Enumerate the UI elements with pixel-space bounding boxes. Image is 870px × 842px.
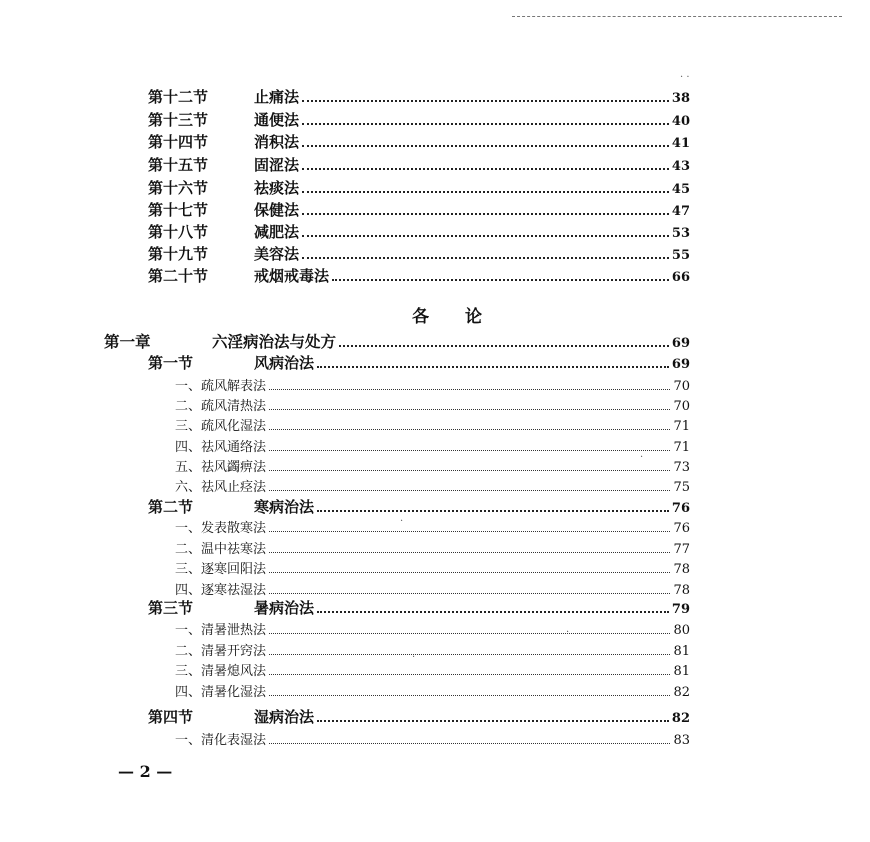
page-number: 38	[671, 91, 690, 106]
section-title: 风病治法	[254, 354, 315, 372]
subentry-title: 三、逐寒回阳法	[175, 562, 267, 577]
section-title: 消积法	[254, 133, 300, 151]
section-entry[interactable]	[148, 706, 690, 728]
dot-leader	[269, 632, 670, 634]
subentry-title: 一、清化表湿法	[175, 733, 267, 748]
section-entry[interactable]	[148, 597, 690, 619]
subentry[interactable]	[175, 579, 690, 599]
page-number: 70	[673, 379, 690, 394]
subentry-title: 二、清暑开窍法	[175, 644, 267, 659]
section-label: 第十三节	[148, 111, 209, 129]
chapter-entry[interactable]	[104, 330, 690, 352]
section-label: 第十七节	[148, 201, 209, 219]
section-label: 第十五节	[148, 156, 209, 174]
page-number: 43	[671, 159, 690, 174]
scan-top-rule	[512, 16, 842, 19]
section-title: 固涩法	[254, 156, 300, 174]
page-number: 47	[671, 204, 690, 219]
section-label: 第二节	[148, 498, 194, 516]
section-title: 通便法	[254, 111, 300, 129]
chapter-label: 第一章	[104, 332, 151, 351]
section-entry[interactable]	[148, 243, 690, 265]
section-entry[interactable]	[148, 177, 690, 199]
section-entry[interactable]	[148, 199, 690, 221]
subentry-title: 二、疏风清热法	[175, 399, 267, 414]
dot-leader	[269, 388, 670, 390]
dot-leader	[269, 653, 670, 655]
dot-leader	[317, 365, 669, 368]
subentry-title: 四、清暑化湿法	[175, 685, 267, 700]
section-entry[interactable]	[148, 109, 690, 131]
page-number: 77	[673, 542, 690, 557]
dot-leader	[269, 469, 670, 471]
section-label: 第十二节	[148, 88, 209, 106]
section-label: 第三节	[148, 599, 194, 617]
section-entry[interactable]	[148, 265, 690, 287]
section-title: 保健法	[254, 201, 300, 219]
dot-leader	[269, 592, 670, 594]
page-number: 83	[673, 733, 690, 748]
chapter-title: 六淫病治法与处方	[212, 332, 337, 351]
section-label: 第十八节	[148, 223, 209, 241]
page-number: 41	[671, 136, 690, 151]
scan-speck: ·	[400, 516, 404, 527]
dot-leader	[269, 489, 670, 491]
subentry[interactable]	[175, 660, 690, 680]
page-number: 79	[671, 602, 690, 617]
part-heading: 各论	[412, 307, 518, 327]
subentry[interactable]	[175, 538, 690, 558]
dot-leader	[269, 673, 670, 675]
dot-leader	[317, 610, 669, 613]
dot-leader	[302, 190, 669, 193]
subentry[interactable]	[175, 375, 690, 395]
dot-leader	[302, 256, 669, 259]
page-number: 75	[673, 480, 690, 495]
page-number: 82	[671, 711, 690, 726]
section-label: 第一节	[148, 354, 194, 372]
dot-leader	[269, 428, 670, 430]
dot-leader	[339, 344, 669, 347]
section-entry[interactable]	[148, 221, 690, 243]
page-number: 40	[671, 114, 690, 129]
page-number: 45	[671, 182, 690, 197]
section-entry[interactable]	[148, 154, 690, 176]
section-label: 第十六节	[148, 179, 209, 197]
page-number: 71	[673, 419, 690, 434]
page-number: 69	[671, 357, 690, 372]
section-title: 湿病治法	[254, 708, 315, 726]
subentry[interactable]	[175, 456, 690, 476]
subentry-title: 一、疏风解表法	[175, 379, 267, 394]
subentry-title: 三、疏风化湿法	[175, 419, 267, 434]
section-title: 减肥法	[254, 223, 300, 241]
dot-leader	[302, 234, 669, 237]
page-number: 78	[673, 562, 690, 577]
subentry[interactable]	[175, 395, 690, 415]
page-number: 76	[671, 501, 690, 516]
subentry[interactable]	[175, 415, 690, 435]
scan-speck: ·	[412, 652, 416, 663]
dot-leader	[269, 449, 670, 451]
section-entry[interactable]	[148, 131, 690, 153]
chapter-page: 69	[671, 336, 690, 351]
page-number: 53	[671, 226, 690, 241]
dot-leader	[269, 571, 670, 573]
dot-leader	[269, 742, 670, 744]
page-number: 82	[673, 685, 690, 700]
dot-leader	[302, 144, 669, 147]
subentry[interactable]	[175, 558, 690, 578]
page-number: 70	[673, 399, 690, 414]
page-number: 76	[673, 521, 690, 536]
subentry-title: 五、祛风蠲痹法	[175, 460, 267, 475]
subentry[interactable]	[175, 729, 690, 749]
section-title: 暑病治法	[254, 599, 315, 617]
subentry-title: 六、祛风止痉法	[175, 480, 267, 495]
section-title: 美容法	[254, 245, 300, 263]
section-entry[interactable]	[148, 496, 690, 518]
section-label: 第四节	[148, 708, 194, 726]
scan-speck: ·	[566, 627, 570, 638]
subentry-title: 二、温中祛寒法	[175, 542, 267, 557]
dot-leader	[317, 719, 669, 722]
page-number: 80	[673, 623, 690, 638]
page-number: 81	[673, 664, 690, 679]
section-title: 祛痰法	[254, 179, 300, 197]
subentry[interactable]	[175, 476, 690, 496]
dot-leader	[302, 212, 669, 215]
dot-leader	[269, 408, 670, 410]
subentry-title: 四、祛风通络法	[175, 440, 267, 455]
footer-page-number: — 2 —	[118, 762, 173, 781]
subentry[interactable]	[175, 436, 690, 456]
section-label: 第二十节	[148, 267, 209, 285]
page-number: 71	[673, 440, 690, 455]
subentry[interactable]	[175, 681, 690, 701]
scan-speck: ·	[640, 452, 644, 463]
section-entry[interactable]	[148, 86, 690, 108]
subentry[interactable]	[175, 619, 690, 639]
subentry[interactable]	[175, 517, 690, 537]
section-title: 戒烟戒毒法	[254, 267, 330, 285]
page-number: 78	[673, 583, 690, 598]
page-number: 81	[673, 644, 690, 659]
subentry-title: 三、清暑熄风法	[175, 664, 267, 679]
subentry-title: 一、发表散寒法	[175, 521, 267, 536]
section-title: 寒病治法	[254, 498, 315, 516]
page-number: 55	[671, 248, 690, 263]
page-number: 66	[671, 270, 690, 285]
subentry[interactable]	[175, 640, 690, 660]
dot-leader	[302, 167, 669, 170]
dot-leader	[302, 99, 669, 102]
dot-leader	[332, 278, 669, 281]
dot-leader	[269, 694, 670, 696]
subentry-title: 一、清暑泄热法	[175, 623, 267, 638]
subentry-title: 四、逐寒祛湿法	[175, 583, 267, 598]
scan-speck: · ·	[680, 72, 690, 83]
section-label: 第十九节	[148, 245, 209, 263]
dot-leader	[302, 122, 669, 125]
section-title: 止痛法	[254, 88, 300, 106]
dot-leader	[269, 551, 670, 553]
dot-leader	[269, 530, 670, 532]
page-number: 73	[673, 460, 690, 475]
section-label: 第十四节	[148, 133, 209, 151]
section-entry[interactable]	[148, 352, 690, 374]
dot-leader	[317, 509, 669, 512]
